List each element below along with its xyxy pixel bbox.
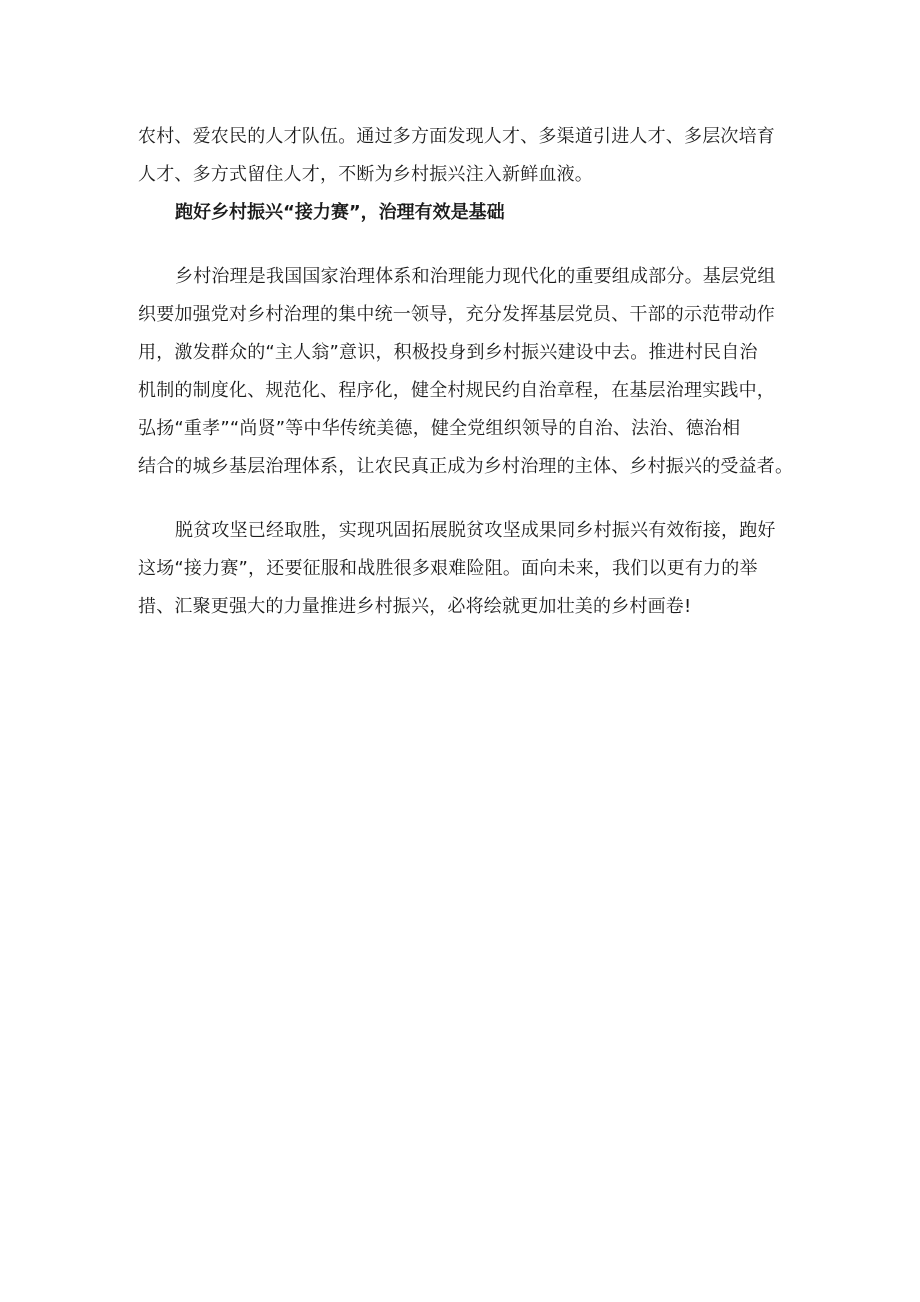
paragraph-line: 人才、多方式留住人才，不断为乡村振兴注入新鲜血液。 (138, 164, 593, 185)
governance-paragraph (138, 258, 798, 486)
paragraph-line: 织要加强党对乡村治理的集中统一领导，充分发挥基层党员、干部的示范带动作 (138, 304, 775, 325)
paragraph-line: 措、汇聚更强大的力量推进乡村振兴，必将绘就更加壮美的乡村画卷! (138, 596, 692, 617)
intro-paragraph (138, 118, 798, 194)
paragraph-line: 弘扬“重孝”“尚贤”等中华传统美德，健全党组织领导的自治、法治、德治相 (138, 418, 741, 439)
document-body (138, 118, 798, 626)
section-heading: 跑好乡村振兴“接力赛”，治理有效是基础 (175, 202, 505, 223)
paragraph-line: 脱贫攻坚已经取胜，实现巩固拓展脱贫攻坚成果同乡村振兴有效衔接，跑好 (175, 520, 776, 541)
paragraph-line: 乡村治理是我国国家治理体系和治理能力现代化的重要组成部分。基层党组 (175, 266, 776, 287)
paragraph-line: 机制的制度化、规范化、程序化，健全村规民约自治章程，在基层治理实践中， (138, 380, 775, 401)
paragraph-line: 用，激发群众的“主人翁”意识，积极投身到乡村振兴建设中去。推进村民自治 (138, 342, 758, 363)
closing-paragraph (138, 512, 798, 626)
paragraph-line: 结合的城乡基层治理体系，让农民真正成为乡村治理的主体、乡村振兴的受益者。 (138, 456, 794, 477)
paragraph-line: 这场“接力赛”，还要征服和战胜很多艰难险阻。面向未来，我们以更有力的举 (138, 558, 758, 579)
paragraph-line: 农村、爱农民的人才队伍。通过多方面发现人才、多渠道引进人才、多层次培育 (138, 126, 775, 147)
